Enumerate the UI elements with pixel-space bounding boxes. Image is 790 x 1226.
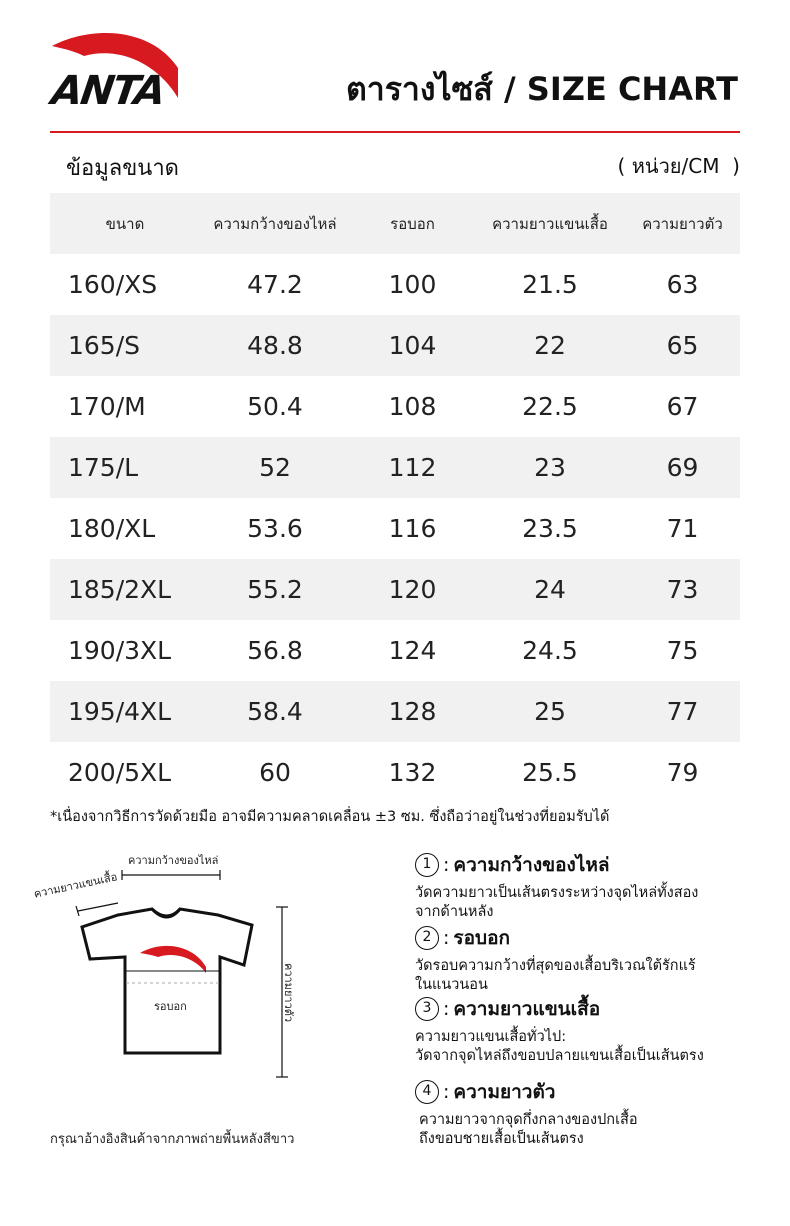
table-cell: 53.6 [247,514,303,543]
table-cell: 25.5 [522,758,578,787]
table-cell: 55.2 [200,559,350,620]
table-cell: 100 [388,270,437,299]
legend-item-shoulder: 1 : ความกว้างของไหล่ วัดความยาวเป็นเส้นตรงระหว่างจุดไหล่ทั้งสอง จากด้านหลัง [415,850,755,922]
table-row [50,620,740,681]
table-cell: 77 [625,681,740,742]
table-cell: 56.8 [247,636,303,665]
diagram-body-length-label: ความยาวตัว [282,963,295,1023]
table-cell: 160/XS [68,270,158,299]
table-cell: 50.4 [247,392,303,421]
table-cell: 128 [350,681,475,742]
legend-desc-line: จากด้านหลัง [415,904,494,920]
table-cell: 185/2XL [50,559,200,620]
legend-desc-line: วัดรอบความกว้างที่สุดของเสื้อบริเวณใต้รักแร้ [415,958,696,974]
table-cell: 195/4XL [50,681,200,742]
diagram-chest-label: รอบอก [154,1000,187,1013]
table-cell: 67 [666,392,699,421]
table-row [50,681,740,742]
table-cell: 25 [475,681,625,742]
brand-wordmark: ANTA [48,68,167,114]
legend-item-body-length: 4 : ความยาวตัว ความยาวจากจุดกึ่งกลางของปกเสื้อ ถึงขอบชายเสื้อเป็นเส้นตรง [415,1077,755,1149]
column-header-sleeve: ความยาวแขนเสื้อ [475,193,625,254]
legend-desc-line: วัดจากจุดไหล่ถึงขอบปลายแขนเสื้อเป็นเส้นตรง [415,1048,704,1064]
table-cell: 47.2 [247,270,303,299]
legend-number-badge: 1 [415,853,439,877]
diagram-shoulder-label: ความกว้างของไหล่ [128,854,219,867]
table-cell: 58.4 [200,681,350,742]
unit-label: ( หน่วย/CM ) [617,154,740,178]
table-cell: 190/3XL [68,636,172,665]
table-row [50,437,740,498]
table-cell: 116 [388,514,437,543]
legend-title: รอบอก [453,927,510,949]
legend-title: ความกว้างของไหล่ [453,854,610,876]
table-cell: 60 [259,758,291,787]
column-header-size: ขนาด [50,193,200,254]
measurement-note: *เนื่องจากวิธีการวัดด้วยมือ อาจมีความคลาดเคลื่อน ±3 ซม. ซึ่งถือว่าอยู่ในช่วงที่ยอมรับได้ [50,809,610,825]
table-cell: 120 [350,559,475,620]
table-cell: 170/M [68,392,146,421]
table-cell: 175/L [50,437,200,498]
legend-number-badge: 4 [415,1080,439,1104]
table-cell: 200/5XL [68,758,172,787]
header-divider [50,131,740,133]
table-row [50,498,740,559]
legend-number-badge: 3 [415,997,439,1021]
table-cell: 71 [666,514,699,543]
table-cell: 180/XL [68,514,156,543]
legend-title: ความยาวตัว [453,1081,556,1103]
table-row [50,254,740,315]
legend-desc-line: ความยาวแขนเสื้อทั่วไป: [415,1029,567,1045]
diagram-sleeve-label: ความยาวแขนเสื้อ [32,870,119,901]
legend-desc-line: ความยาวจากจุดกึ่งกลางของปกเสื้อ [419,1112,638,1128]
table-cell: 24.5 [522,636,578,665]
table-cell: 48.8 [200,315,350,376]
table-cell: 165/S [50,315,200,376]
table-cell: 22.5 [522,392,578,421]
page-title: ตารางไซส์ / SIZE CHART [345,70,738,108]
legend-desc-line: ถึงขอบชายเสื้อเป็นเส้นตรง [419,1131,584,1147]
size-table [50,193,740,803]
table-cell: 24 [475,559,625,620]
table-row [50,315,740,376]
table-cell: 112 [350,437,475,498]
column-header-chest: รอบอก [350,193,475,254]
legend-item-sleeve: 3 : ความยาวแขนเสื้อ ความยาวแขนเสื้อทั่วไป: วัดจากจุดไหล่ถึงขอบปลายแขนเสื้อเป็นเส้นตรง [415,994,755,1066]
table-cell: 104 [350,315,475,376]
legend-desc-line: วัดความยาวเป็นเส้นตรงระหว่างจุดไหล่ทั้งสอง [415,885,699,901]
table-cell: 69 [625,437,740,498]
table-cell: 79 [666,758,699,787]
table-cell: 21.5 [522,270,578,299]
photo-reference-note: กรุณาอ้างอิงสินค้าจากภาพถ่ายพื้นหลังสีขาว [50,1132,295,1147]
table-header-row [50,193,740,254]
table-cell: 65 [625,315,740,376]
column-header-shoulder: ความกว้างของไหล่ [200,193,350,254]
table-cell: 132 [388,758,437,787]
table-cell: 63 [666,270,699,299]
legend-number-badge: 2 [415,926,439,950]
table-row [50,376,740,437]
table-cell: 22 [475,315,625,376]
anta-logo [48,28,185,114]
table-cell: 23 [475,437,625,498]
table-cell: 108 [388,392,437,421]
size-info-heading: ข้อมูลขนาด [66,156,179,181]
tshirt-diagram [30,845,380,1115]
table-row [50,742,740,803]
table-cell: 124 [388,636,437,665]
table-cell: 23.5 [522,514,578,543]
table-row [50,559,740,620]
column-header-length: ความยาวตัว [625,193,740,254]
table-cell: 52 [200,437,350,498]
legend-desc-line: ในแนวนอน [415,977,488,993]
table-cell: 73 [625,559,740,620]
legend-title: ความยาวแขนเสื้อ [453,998,601,1020]
legend-item-chest: 2 : รอบอก วัดรอบความกว้างที่สุดของเสื้อบริเวณใต้รักแร้ ในแนวนอน [415,923,755,995]
table-cell: 75 [666,636,699,665]
